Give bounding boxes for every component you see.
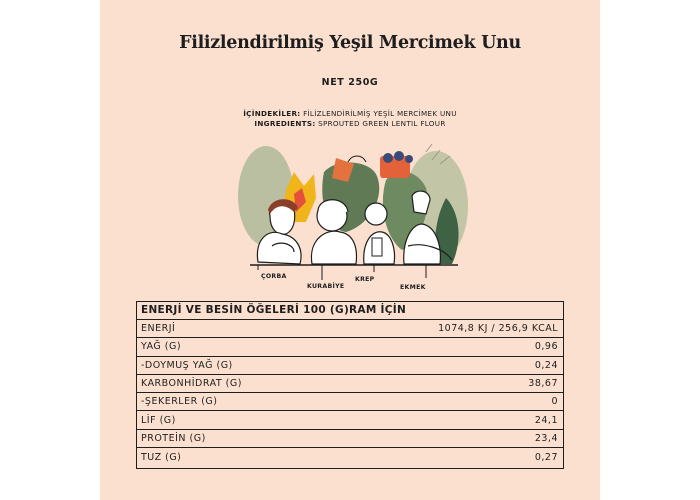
row-value: 0,27: [534, 451, 558, 463]
nutrition-row-fiber: [137, 411, 563, 429]
row-label: PROTEİN (G): [141, 432, 206, 444]
row-value: 38,67: [528, 378, 558, 390]
product-title: Filizlendirilmiş Yeşil Mercimek Unu: [179, 33, 521, 53]
nutrition-table-header: ENERJİ VE BESİN ÖĞELERİ 100 (G)RAM İÇİN: [137, 302, 563, 320]
caption-corba: ÇORBA: [261, 273, 287, 280]
row-value: 1074,8 KJ / 256,9 KCAL: [438, 323, 558, 335]
row-label: TUZ (G): [141, 451, 182, 463]
ingredients-en-label: INGREDIENTS:: [254, 119, 316, 128]
nutrition-table: [136, 301, 564, 469]
row-value: 24,1: [534, 414, 558, 426]
nutrition-row-protein: [137, 430, 563, 448]
row-label: -DOYMUŞ YAĞ (G): [141, 359, 233, 371]
row-label: KARBONHİDRAT (G): [141, 378, 242, 390]
nutrition-row-sugars: [137, 393, 563, 411]
row-label: LİF (G): [141, 414, 176, 426]
row-label: -ŞEKERLER (G): [141, 396, 218, 408]
row-value: 23,4: [534, 432, 558, 444]
nutrition-row-fat: [137, 338, 563, 356]
nutrition-row-carbohydrate: [137, 375, 563, 393]
caption-ekmek: EKMEK: [400, 284, 426, 291]
row-label: ENERJİ: [141, 323, 176, 335]
ingredients-tr-label: İÇİNDEKİLER:: [243, 109, 301, 118]
caption-krep: KREP: [355, 276, 375, 283]
nutrition-row-energy: [137, 320, 563, 338]
ingredients-tr: [100, 109, 600, 118]
row-label: YAĞ (G): [141, 341, 182, 353]
row-value: 0,96: [534, 341, 558, 353]
ingredients-en-text: SPROUTED GREEN LENTIL FLOUR: [318, 119, 446, 128]
ingredients-en: [100, 119, 600, 128]
caption-kurabiye: KURABİYE: [307, 283, 345, 290]
row-value: 0,24: [534, 359, 558, 371]
nutrition-row-saturated-fat: [137, 357, 563, 375]
nutrition-row-salt: [137, 448, 563, 466]
ingredients-tr-text: FİLİZLENDİRİLMİŞ YEŞİL MERCİMEK UNU: [303, 109, 457, 118]
product-label: [100, 0, 600, 500]
net-weight: NET 250G: [321, 77, 379, 88]
row-value: 0: [551, 396, 558, 408]
